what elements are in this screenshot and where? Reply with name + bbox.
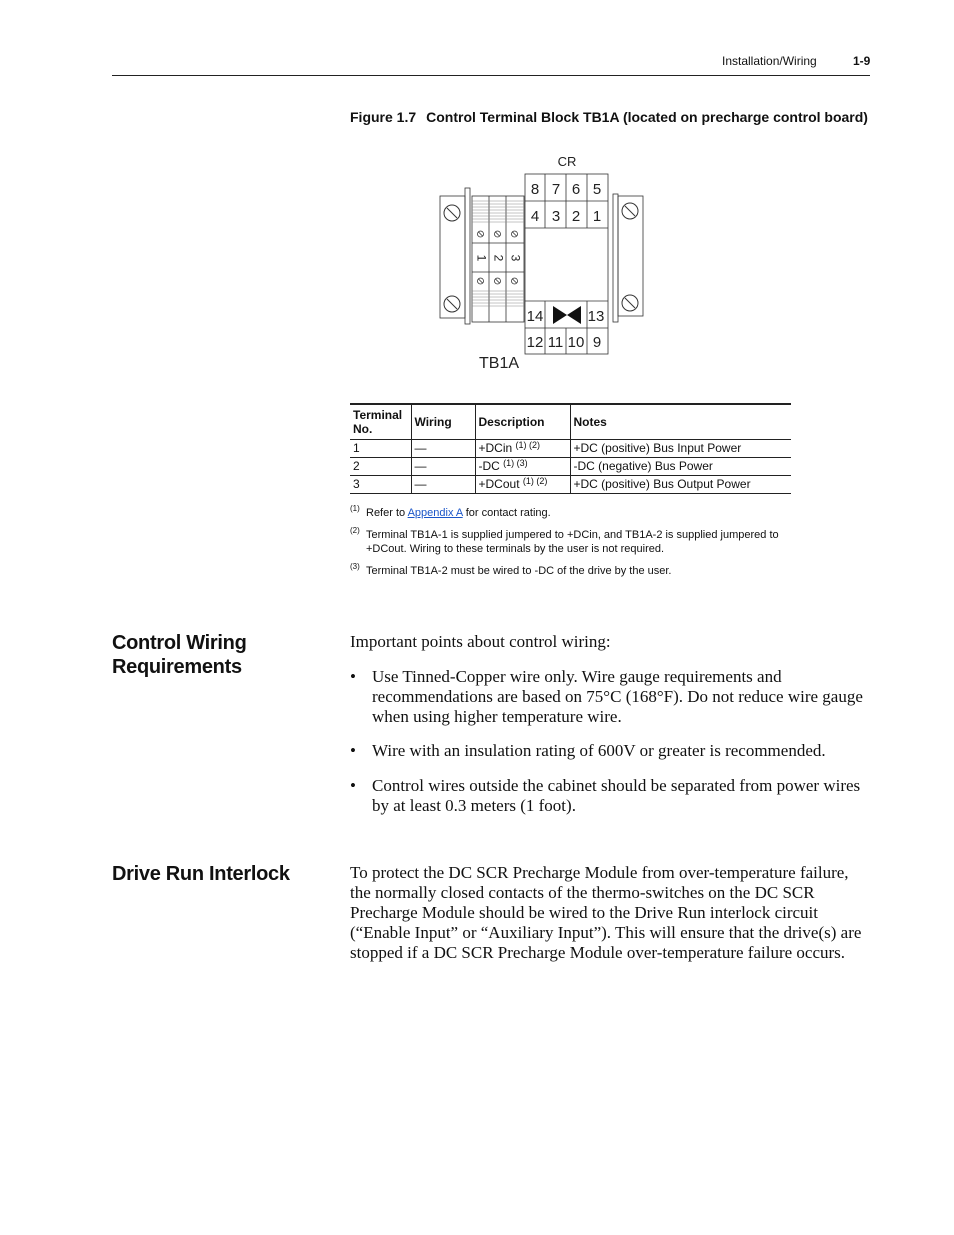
- cell-wiring: —: [411, 458, 475, 476]
- running-header-section: Installation/Wiring: [722, 54, 817, 68]
- cell-wiring: —: [411, 440, 475, 458]
- relay-coil-symbol: [553, 306, 567, 324]
- footnote-mark: (2): [350, 526, 360, 535]
- relay-terminal-3: 3: [551, 208, 561, 225]
- cell-terminal: 1: [350, 440, 411, 458]
- col-header-description: Description: [475, 404, 570, 440]
- cell-notes: +DC (positive) Bus Input Power: [570, 440, 791, 458]
- cell-notes: -DC (negative) Bus Power: [570, 458, 791, 476]
- footnote-refs: (1) (2): [522, 476, 548, 486]
- terminal-table: [350, 403, 791, 494]
- control-wiring-intro: Important points about control wiring:: [350, 632, 611, 651]
- cr-label: CR: [557, 154, 577, 169]
- cell-notes: +DC (positive) Bus Output Power: [570, 476, 791, 494]
- left-mount-rail: [465, 188, 470, 324]
- relay-terminal-9: 9: [592, 334, 602, 351]
- bullet-dot: •: [350, 667, 356, 686]
- control-wiring-heading: Control Wiring Requirements: [112, 632, 247, 678]
- table-row: [350, 458, 791, 476]
- right-mount-rail: [613, 194, 618, 322]
- strip-terminal-2: 2: [491, 254, 506, 262]
- cell-description: -DC $^{(1) (3)}$: [475, 458, 570, 476]
- figure-caption: [350, 109, 868, 125]
- footnote-mark: (3): [350, 562, 360, 571]
- cell-description: +DCout $^{(1) (2)}$: [475, 476, 570, 494]
- drive-run-paragraph: To protect the DC SCR Precharge Module from over-temperature failure, the normally closed contacts of the thermo-switches on the DC SCR Precharge Module should be wired to the Drive Run interlock circuit (“Enable Input” or “Auxiliary Input”). This will ensure that the drive(s) are stopped if a DC SCR Precharge Module over-temperature failure occurs.: [350, 863, 862, 962]
- footnote-refs: (1) (3): [503, 458, 528, 468]
- bullet-item: • Use Tinned-Copper wire only. Wire gauge requirements and recommendations are based on 75°C (168°F). Do not reduce wire gauge when using higher temperature wire.: [350, 667, 863, 726]
- strip-terminal-1: 1: [474, 254, 489, 262]
- cell-terminal: 3: [350, 476, 411, 494]
- relay-terminal-8: 8: [530, 181, 540, 198]
- table-header-row: [350, 404, 791, 440]
- cell-description: +DCin $^{(1) (2)}$: [475, 440, 570, 458]
- relay-terminal-14: 14: [526, 308, 544, 325]
- header-rule: [112, 75, 870, 76]
- relay-terminal-1: 1: [592, 208, 602, 225]
- bullet-item: • Wire with an insulation rating of 600V or greater is recommended.: [350, 741, 826, 760]
- footnote-refs: (1) (2): [515, 440, 541, 450]
- tb1a-label: TB1A: [479, 355, 520, 372]
- relay-terminal-2: 2: [571, 208, 581, 225]
- relay-terminal-10: 10: [567, 334, 585, 351]
- table-row: [350, 440, 791, 458]
- page-number: 1-9: [853, 54, 871, 68]
- relay-terminal-12: 12: [526, 334, 544, 351]
- drive-run-heading: Drive Run Interlock: [112, 863, 290, 885]
- relay-terminal-11: 11: [547, 334, 564, 351]
- cell-wiring: —: [411, 476, 475, 494]
- footnote-1: (1) Refer to Appendix A for contact rating.: [350, 504, 551, 519]
- cell-terminal: 2: [350, 458, 411, 476]
- bullet-dot: •: [350, 741, 356, 760]
- figure-title: Control Terminal Block TB1A (located on precharge control board): [426, 109, 868, 125]
- figure-number: Figure 1.7: [350, 109, 417, 125]
- relay-terminal-13: 13: [587, 308, 605, 325]
- footnote-3: (3) Terminal TB1A-2 must be wired to -DC of the drive by the user.: [350, 562, 672, 577]
- appendix-a-link[interactable]: Appendix A: [407, 507, 463, 519]
- footnote-2: (2) Terminal TB1A-1 is supplied jumpered to +DCin, and TB1A-2 is supplied jumpered to +DCout. Wiring to these terminals by the user is not required.: [350, 526, 779, 555]
- relay-terminal-7: 7: [551, 181, 561, 198]
- strip-terminal-3: 3: [508, 254, 523, 262]
- terminal-block-diagram: [430, 148, 650, 378]
- col-header-wiring: Wiring: [411, 404, 475, 440]
- relay-terminal-4: 4: [530, 208, 540, 225]
- relay-terminal-6: 6: [571, 181, 581, 198]
- footnote-mark: (1): [350, 504, 360, 513]
- bullet-item: • Control wires outside the cabinet should be separated from power wires by at least 0.3 meters (1 foot).: [350, 776, 861, 815]
- table-row: [350, 476, 791, 494]
- col-header-terminal: Terminal No.: [350, 404, 411, 440]
- col-header-notes: Notes: [570, 404, 791, 440]
- right-mount-bracket: [618, 196, 643, 316]
- relay-terminal-5: 5: [592, 181, 602, 198]
- bullet-dot: •: [350, 776, 356, 795]
